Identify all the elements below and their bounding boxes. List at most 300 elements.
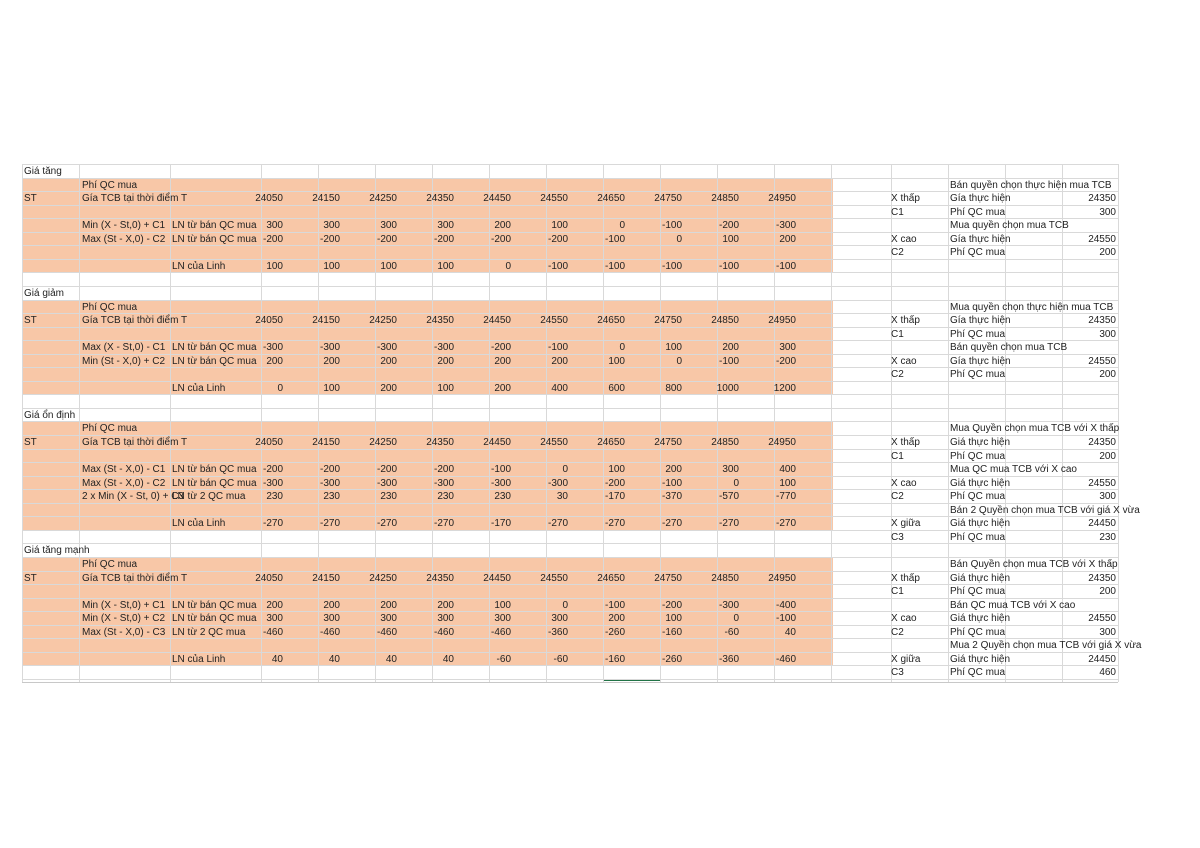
formula-cell[interactable]: Min (X - St,0) + C1: [82, 599, 166, 611]
gridline: [22, 408, 1118, 409]
value-cell[interactable]: 200: [494, 355, 511, 367]
value-cell[interactable]: -200: [661, 599, 682, 611]
st-label[interactable]: ST: [24, 193, 37, 205]
panel-name[interactable]: Phí QC mua: [950, 206, 1006, 218]
value-cell[interactable]: 200: [380, 355, 397, 367]
panel-name[interactable]: Bán quyền chọn thực hiện mua TCB: [950, 179, 1112, 191]
price-cell[interactable]: 24650: [597, 437, 625, 448]
panel-name[interactable]: Mua quyền chọn mua TCB: [950, 220, 1069, 232]
value-cell[interactable]: 200: [266, 599, 283, 611]
row-name[interactable]: LN từ bán QC mua: [172, 342, 257, 354]
panel-name[interactable]: Giá thực hiện: [950, 572, 1011, 584]
panel-name[interactable]: Giá thực hiện: [950, 613, 1011, 625]
panel-name[interactable]: Phí QC mua: [950, 626, 1006, 638]
value-cell[interactable]: -200: [490, 233, 511, 245]
value-cell[interactable]: 230: [323, 491, 340, 503]
panel-label[interactable]: C1: [891, 328, 904, 340]
value-cell[interactable]: -300: [718, 599, 739, 611]
total-cell[interactable]: -260: [661, 653, 682, 665]
value-cell[interactable]: -300: [319, 477, 340, 489]
panel-value[interactable]: 24350: [1088, 315, 1116, 327]
panel-label[interactable]: X cao: [891, 477, 917, 489]
price-cell[interactable]: 24050: [255, 193, 283, 205]
formula-cell[interactable]: Max (St - X,0) - C2: [82, 233, 166, 245]
panel-value[interactable]: 300: [1099, 206, 1116, 218]
formula-cell[interactable]: Max (St - X,0) - C1: [82, 464, 166, 476]
value-cell[interactable]: -460: [319, 626, 340, 638]
value-cell[interactable]: -460: [433, 626, 454, 638]
price-cell[interactable]: 24350: [426, 193, 454, 205]
panel-label[interactable]: C1: [891, 586, 904, 598]
formula-cell[interactable]: Max (X - St,0) - C1: [82, 342, 166, 354]
value-cell[interactable]: 40: [784, 626, 796, 638]
price-cell[interactable]: 24950: [768, 193, 796, 205]
panel-label[interactable]: C1: [891, 206, 904, 218]
total-cell[interactable]: 100: [437, 382, 454, 394]
gridline: [831, 164, 832, 682]
panel-value[interactable]: 300: [1099, 491, 1116, 503]
panel-name[interactable]: Mua 2 Quyền chọn mua TCB với giá X vừa: [950, 640, 1142, 652]
panel-label[interactable]: X thấp: [891, 437, 920, 448]
price-label[interactable]: Gía TCB tại thời điểm T: [82, 572, 188, 584]
value-cell[interactable]: -200: [319, 464, 340, 476]
total-cell[interactable]: -270: [433, 518, 454, 530]
value-cell[interactable]: 100: [551, 220, 568, 232]
price-cell[interactable]: 24150: [312, 193, 340, 205]
value-cell[interactable]: -360: [547, 626, 568, 638]
total-cell[interactable]: -60: [496, 653, 511, 665]
row-name[interactable]: LN từ bán QC mua: [172, 477, 257, 489]
value-cell[interactable]: 0: [562, 599, 568, 611]
panel-label[interactable]: X thấp: [891, 193, 920, 205]
panel-name[interactable]: Phí QC mua: [950, 450, 1006, 462]
value-cell[interactable]: 300: [779, 342, 796, 354]
total-cell[interactable]: -270: [775, 518, 796, 530]
total-cell[interactable]: 100: [323, 382, 340, 394]
panel-label[interactable]: C1: [891, 450, 904, 462]
panel-name[interactable]: Mua Quyền chọn mua TCB với X thấp: [950, 423, 1120, 435]
price-cell[interactable]: 24050: [255, 437, 283, 448]
total-cell[interactable]: 400: [551, 382, 568, 394]
panel-name[interactable]: Giá thực hiện: [950, 653, 1011, 665]
panel-name[interactable]: Bán QC mua TCB với X cao: [950, 599, 1076, 611]
price-cell[interactable]: 24750: [654, 572, 682, 584]
value-cell[interactable]: 100: [665, 613, 682, 625]
panel-value[interactable]: 300: [1099, 626, 1116, 638]
value-cell[interactable]: -200: [433, 233, 454, 245]
value-cell[interactable]: 300: [551, 613, 568, 625]
st-label[interactable]: ST: [24, 572, 37, 584]
value-cell[interactable]: -300: [319, 342, 340, 354]
price-cell[interactable]: 24150: [312, 572, 340, 584]
total-cell[interactable]: 0: [277, 382, 283, 394]
value-cell[interactable]: -570: [718, 491, 739, 503]
price-cell[interactable]: 24750: [654, 315, 682, 327]
row-name[interactable]: LN từ bán QC mua: [172, 613, 257, 625]
value-cell[interactable]: -300: [433, 342, 454, 354]
panel-name[interactable]: Bán Quyền chọn mua TCB với X thấp: [950, 558, 1118, 570]
price-cell[interactable]: 24550: [540, 193, 568, 205]
panel-value[interactable]: 200: [1099, 369, 1116, 381]
total-cell[interactable]: -360: [718, 653, 739, 665]
panel-name[interactable]: Bán 2 Quyền chọn mua TCB với giá X vừa: [950, 504, 1140, 516]
panel-value[interactable]: 24550: [1088, 233, 1116, 245]
price-cell[interactable]: 24550: [540, 437, 568, 448]
value-cell[interactable]: 0: [676, 233, 682, 245]
value-cell[interactable]: 100: [779, 477, 796, 489]
panel-name[interactable]: Gía thực hiện: [950, 315, 1011, 327]
total-cell[interactable]: 100: [266, 260, 283, 272]
value-cell[interactable]: 300: [323, 220, 340, 232]
panel-name[interactable]: Phí QC mua: [950, 667, 1006, 679]
total-cell[interactable]: 600: [608, 382, 625, 394]
total-cell[interactable]: 1000: [716, 382, 739, 394]
value-cell[interactable]: -300: [262, 342, 283, 354]
value-cell[interactable]: 200: [323, 355, 340, 367]
price-cell[interactable]: 24450: [483, 193, 511, 205]
block-title[interactable]: Giá ổn định: [24, 409, 76, 421]
panel-name[interactable]: Phí QC mua: [950, 586, 1006, 598]
formula-cell[interactable]: 2 x Min (X - St, 0) + C3: [82, 491, 184, 503]
value-cell[interactable]: 200: [437, 599, 454, 611]
fee-label[interactable]: Phí QC mua: [82, 301, 138, 313]
value-cell[interactable]: 0: [733, 477, 739, 489]
value-cell[interactable]: -100: [661, 477, 682, 489]
value-cell[interactable]: 0: [619, 220, 625, 232]
value-cell[interactable]: 100: [608, 355, 625, 367]
value-cell[interactable]: -300: [775, 220, 796, 232]
gridline: [22, 286, 1118, 287]
panel-name[interactable]: Phí QC mua: [950, 491, 1006, 503]
panel-value[interactable]: 24550: [1088, 613, 1116, 625]
panel-name[interactable]: Gía thực hiện: [950, 355, 1011, 367]
total-cell[interactable]: 0: [505, 260, 511, 272]
price-cell[interactable]: 24350: [426, 437, 454, 448]
panel-value[interactable]: 24550: [1088, 355, 1116, 367]
value-cell[interactable]: 230: [266, 491, 283, 503]
value-cell[interactable]: 200: [380, 599, 397, 611]
value-cell[interactable]: -200: [376, 233, 397, 245]
total-cell[interactable]: -100: [604, 260, 625, 272]
total-cell[interactable]: -270: [262, 518, 283, 530]
fee-label[interactable]: Phí QC mua: [82, 179, 138, 191]
panel-value[interactable]: 300: [1099, 328, 1116, 340]
total-cell[interactable]: -160: [604, 653, 625, 665]
value-cell[interactable]: 0: [562, 464, 568, 476]
panel-label[interactable]: X thấp: [891, 315, 920, 327]
value-cell[interactable]: -200: [319, 233, 340, 245]
panel-label[interactable]: C2: [891, 247, 904, 259]
value-cell[interactable]: -100: [775, 613, 796, 625]
panel-name[interactable]: Gía thực hiện: [950, 193, 1011, 205]
price-cell[interactable]: 24850: [711, 193, 739, 205]
value-cell[interactable]: 300: [722, 464, 739, 476]
value-cell[interactable]: -200: [718, 220, 739, 232]
price-cell[interactable]: 24150: [312, 437, 340, 448]
price-cell[interactable]: 24450: [483, 572, 511, 584]
price-cell[interactable]: 24450: [483, 437, 511, 448]
formula-cell[interactable]: Min (X - St,0) + C2: [82, 613, 166, 625]
total-label[interactable]: LN của Linh: [172, 653, 226, 665]
value-cell[interactable]: -100: [547, 342, 568, 354]
gridline: [22, 164, 1118, 165]
value-cell[interactable]: -770: [775, 491, 796, 503]
price-cell[interactable]: 24650: [597, 572, 625, 584]
total-cell[interactable]: -100: [718, 260, 739, 272]
value-cell[interactable]: -200: [262, 233, 283, 245]
panel-name[interactable]: Mua QC mua TCB với X cao: [950, 464, 1077, 476]
value-cell[interactable]: 200: [722, 342, 739, 354]
panel-value[interactable]: 24350: [1088, 572, 1116, 584]
value-cell[interactable]: -300: [433, 477, 454, 489]
total-cell[interactable]: 200: [380, 382, 397, 394]
value-cell[interactable]: -300: [376, 477, 397, 489]
fee-label[interactable]: Phí QC mua: [82, 423, 138, 435]
panel-name[interactable]: Bán quyền chọn mua TCB: [950, 342, 1068, 354]
panel-label[interactable]: X giữa: [891, 518, 921, 530]
price-cell[interactable]: 24450: [483, 315, 511, 327]
value-cell[interactable]: 300: [266, 220, 283, 232]
value-cell[interactable]: -300: [376, 342, 397, 354]
value-cell[interactable]: 200: [608, 613, 625, 625]
panel-value[interactable]: 24350: [1088, 437, 1116, 448]
value-cell[interactable]: 200: [494, 220, 511, 232]
value-cell[interactable]: -200: [262, 464, 283, 476]
value-cell[interactable]: 400: [779, 464, 796, 476]
panel-value[interactable]: 200: [1099, 450, 1116, 462]
value-cell[interactable]: 300: [266, 613, 283, 625]
price-cell[interactable]: 24750: [654, 193, 682, 205]
panel-label[interactable]: C3: [891, 531, 904, 543]
value-cell[interactable]: -160: [661, 626, 682, 638]
panel-name[interactable]: Phí QC mua: [950, 531, 1006, 543]
panel-name[interactable]: Giá thực hiện: [950, 437, 1011, 448]
panel-label[interactable]: C3: [891, 667, 904, 679]
panel-label[interactable]: C2: [891, 626, 904, 638]
value-cell[interactable]: -400: [775, 599, 796, 611]
price-cell[interactable]: 24850: [711, 315, 739, 327]
price-cell[interactable]: 24750: [654, 437, 682, 448]
price-cell[interactable]: 24050: [255, 315, 283, 327]
value-cell[interactable]: 200: [551, 355, 568, 367]
total-cell[interactable]: 100: [380, 260, 397, 272]
total-cell[interactable]: 800: [665, 382, 682, 394]
total-cell[interactable]: 40: [271, 653, 283, 665]
value-cell[interactable]: -300: [547, 477, 568, 489]
panel-value[interactable]: 24450: [1088, 518, 1116, 530]
formula-cell[interactable]: Max (St - X,0) - C3: [82, 626, 166, 638]
panel-label[interactable]: X cao: [891, 613, 917, 625]
price-cell[interactable]: 24250: [369, 193, 397, 205]
value-cell[interactable]: 200: [323, 599, 340, 611]
total-cell[interactable]: -270: [319, 518, 340, 530]
value-cell[interactable]: -370: [661, 491, 682, 503]
total-cell[interactable]: -270: [718, 518, 739, 530]
value-cell[interactable]: -200: [547, 233, 568, 245]
value-cell[interactable]: 300: [380, 613, 397, 625]
panel-name[interactable]: Giá thực hiện: [950, 518, 1011, 530]
block-title[interactable]: Giá tăng mạnh: [24, 545, 90, 557]
price-cell[interactable]: 24550: [540, 315, 568, 327]
value-cell[interactable]: -460: [262, 626, 283, 638]
panel-label[interactable]: C2: [891, 491, 904, 503]
value-cell[interactable]: 0: [619, 342, 625, 354]
row-name[interactable]: LN từ bán QC mua: [172, 599, 257, 611]
st-label[interactable]: ST: [24, 315, 37, 327]
value-cell[interactable]: -300: [490, 477, 511, 489]
value-cell[interactable]: 200: [437, 355, 454, 367]
value-cell[interactable]: 100: [608, 464, 625, 476]
row-name[interactable]: LN từ bán QC mua: [172, 233, 257, 245]
total-label[interactable]: LN của Linh: [172, 518, 226, 530]
price-cell[interactable]: 24250: [369, 572, 397, 584]
price-cell[interactable]: 24950: [768, 572, 796, 584]
total-label[interactable]: LN của Linh: [172, 382, 226, 394]
price-cell[interactable]: 24050: [255, 572, 283, 584]
block-title[interactable]: Giá giảm: [24, 287, 65, 299]
value-cell[interactable]: 100: [722, 233, 739, 245]
value-cell[interactable]: -100: [490, 464, 511, 476]
value-cell[interactable]: -200: [433, 464, 454, 476]
value-cell[interactable]: 300: [380, 220, 397, 232]
panel-name[interactable]: Phí QC mua: [950, 247, 1006, 259]
fee-label[interactable]: Phí QC mua: [82, 558, 138, 570]
total-cell[interactable]: 100: [323, 260, 340, 272]
value-cell[interactable]: 230: [494, 491, 511, 503]
value-cell[interactable]: 230: [437, 491, 454, 503]
price-cell[interactable]: 24250: [369, 315, 397, 327]
row-name[interactable]: LN từ 2 QC mua: [172, 491, 246, 503]
st-label[interactable]: ST: [24, 437, 37, 448]
value-cell[interactable]: -200: [376, 464, 397, 476]
value-cell[interactable]: 200: [779, 233, 796, 245]
price-cell[interactable]: 24350: [426, 315, 454, 327]
panel-label[interactable]: X cao: [891, 355, 917, 367]
price-cell[interactable]: 24950: [768, 437, 796, 448]
total-cell[interactable]: -170: [490, 518, 511, 530]
value-cell[interactable]: -200: [490, 342, 511, 354]
panel-name[interactable]: Giá thực hiện: [950, 477, 1011, 489]
formula-cell[interactable]: Min (X - St,0) + C1: [82, 220, 166, 232]
total-cell[interactable]: -60: [553, 653, 568, 665]
panel-value[interactable]: 230: [1099, 531, 1116, 543]
total-cell[interactable]: -270: [547, 518, 568, 530]
panel-label[interactable]: X cao: [891, 233, 917, 245]
row-name[interactable]: LN từ bán QC mua: [172, 355, 257, 367]
price-cell[interactable]: 24650: [597, 193, 625, 205]
row-name[interactable]: LN từ bán QC mua: [172, 220, 257, 232]
total-cell[interactable]: 40: [442, 653, 454, 665]
price-cell[interactable]: 24150: [312, 315, 340, 327]
panel-label[interactable]: C2: [891, 369, 904, 381]
value-cell[interactable]: 300: [437, 613, 454, 625]
value-cell[interactable]: 200: [266, 355, 283, 367]
price-cell[interactable]: 24850: [711, 572, 739, 584]
panel-value[interactable]: 200: [1099, 586, 1116, 598]
value-cell[interactable]: 300: [323, 613, 340, 625]
price-cell[interactable]: 24350: [426, 572, 454, 584]
value-cell[interactable]: 230: [380, 491, 397, 503]
total-cell[interactable]: -100: [547, 260, 568, 272]
value-cell[interactable]: -100: [718, 355, 739, 367]
value-cell[interactable]: 300: [437, 220, 454, 232]
price-cell[interactable]: 24850: [711, 437, 739, 448]
panel-value[interactable]: 460: [1099, 667, 1116, 679]
price-label[interactable]: Gía TCB tại thời điểm T: [82, 193, 188, 205]
panel-name[interactable]: Gía thực hiện: [950, 233, 1011, 245]
value-cell[interactable]: -170: [604, 491, 625, 503]
block-title[interactable]: Giá tăng: [24, 166, 62, 177]
value-cell[interactable]: 200: [665, 464, 682, 476]
panel-label[interactable]: X thấp: [891, 572, 920, 584]
total-cell[interactable]: -270: [376, 518, 397, 530]
gridline: [170, 164, 171, 682]
value-cell[interactable]: -100: [604, 233, 625, 245]
panel-value[interactable]: 24550: [1088, 477, 1116, 489]
value-cell[interactable]: -100: [661, 220, 682, 232]
value-cell[interactable]: -260: [604, 626, 625, 638]
price-label[interactable]: Gía TCB tại thời điểm T: [82, 315, 188, 327]
total-cell[interactable]: -100: [661, 260, 682, 272]
value-cell[interactable]: -200: [604, 477, 625, 489]
row-name[interactable]: LN từ 2 QC mua: [172, 626, 246, 638]
total-cell[interactable]: -460: [775, 653, 796, 665]
value-cell[interactable]: 0: [676, 355, 682, 367]
formula-cell[interactable]: Min (St - X,0) + C2: [82, 355, 166, 367]
value-cell[interactable]: 300: [494, 613, 511, 625]
panel-value[interactable]: 24350: [1088, 193, 1116, 205]
price-cell[interactable]: 24550: [540, 572, 568, 584]
price-label[interactable]: Gía TCB tại thời điểm T: [82, 437, 188, 448]
panel-value[interactable]: 24450: [1088, 653, 1116, 665]
formula-cell[interactable]: Max (St - X,0) - C2: [82, 477, 166, 489]
total-cell[interactable]: -100: [775, 260, 796, 272]
value-cell[interactable]: -300: [262, 477, 283, 489]
value-cell[interactable]: 100: [665, 342, 682, 354]
value-cell[interactable]: -60: [724, 626, 739, 638]
panel-name[interactable]: Mua quyền chọn thực hiện mua TCB: [950, 301, 1114, 313]
value-cell[interactable]: 0: [733, 613, 739, 625]
value-cell[interactable]: -460: [376, 626, 397, 638]
sheet-bottom-border: [22, 682, 1118, 683]
gridline: [22, 164, 23, 682]
panel-name[interactable]: Phí QC mua: [950, 369, 1006, 381]
spreadsheet: [22, 164, 1142, 684]
panel-label[interactable]: X giữa: [891, 653, 921, 665]
total-cell[interactable]: -270: [604, 518, 625, 530]
total-cell[interactable]: 200: [494, 382, 511, 394]
gridline: [79, 164, 80, 682]
total-cell[interactable]: 40: [385, 653, 397, 665]
price-cell[interactable]: 24950: [768, 315, 796, 327]
value-cell[interactable]: -460: [490, 626, 511, 638]
price-cell[interactable]: 24250: [369, 437, 397, 448]
total-cell[interactable]: -270: [661, 518, 682, 530]
price-cell[interactable]: 24650: [597, 315, 625, 327]
panel-name[interactable]: Phí QC mua: [950, 328, 1006, 340]
value-cell[interactable]: -100: [604, 599, 625, 611]
gridline: [948, 164, 949, 682]
panel-value[interactable]: 200: [1099, 247, 1116, 259]
total-cell[interactable]: 100: [437, 260, 454, 272]
value-cell[interactable]: 100: [494, 599, 511, 611]
total-cell[interactable]: 1200: [773, 382, 796, 394]
total-cell[interactable]: 40: [328, 653, 340, 665]
total-label[interactable]: LN của Linh: [172, 260, 226, 272]
value-cell[interactable]: -200: [775, 355, 796, 367]
row-name[interactable]: LN từ bán QC mua: [172, 464, 257, 476]
value-cell[interactable]: 30: [556, 491, 568, 503]
